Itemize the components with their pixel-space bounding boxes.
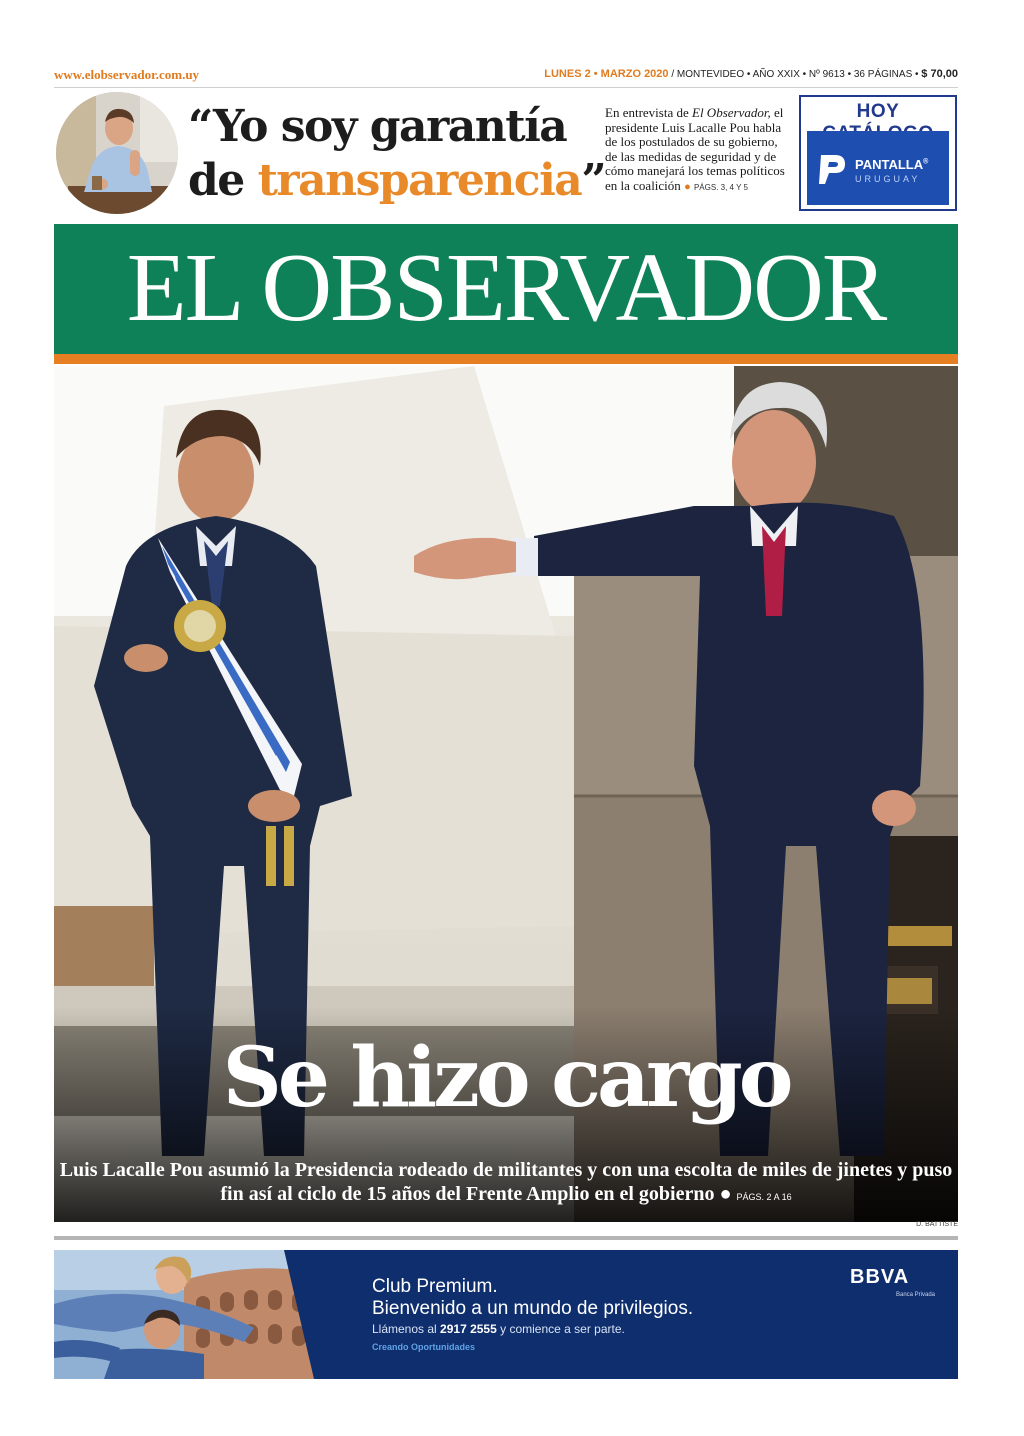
ad-call-suffix: y comience a ser parte.: [496, 1322, 625, 1336]
interview-portrait: [56, 92, 178, 214]
quote-accent-word: transparencia: [257, 155, 582, 206]
teaser-paper-name: El Observador,: [692, 105, 771, 120]
lede-bullet-icon: ●: [719, 1183, 732, 1205]
catalog-brand: [855, 157, 928, 172]
dateline: [544, 68, 958, 80]
masthead: [54, 224, 958, 354]
bullet-icon: ●: [684, 180, 691, 193]
interview-quote[interactable]: [188, 100, 608, 208]
issue-date: LUNES 2 • MARZO 2020: [544, 68, 669, 80]
newspaper-name[interactable]: EL OBSERVADOR: [126, 234, 886, 342]
ad-tagline: Creando Oportunidades: [372, 1342, 476, 1352]
catalog-brand-name: PANTALLA: [855, 157, 924, 172]
quote-de: de: [188, 155, 258, 206]
lead-photo[interactable]: [54, 366, 958, 1222]
lede-pages: PÁGS. 2 A 16: [736, 1192, 792, 1202]
teaser-intro: En entrevista de: [605, 105, 692, 120]
catalog-title: HOY: [856, 101, 900, 122]
pantalla-logo-box: [807, 131, 949, 205]
ad-photo: [54, 1250, 374, 1379]
ad-subtitle: Bienvenido a un mundo de privilegios.: [372, 1298, 694, 1319]
catalog-brand-sub: URUGUAY: [855, 174, 921, 184]
interview-teaser[interactable]: [605, 106, 790, 195]
top-bar: [54, 66, 958, 88]
ad-divider: [54, 1236, 958, 1240]
ad-title: Club Premium.: [372, 1276, 498, 1297]
masthead-rule: [54, 354, 958, 364]
catalog-promo[interactable]: [799, 95, 957, 211]
quote-line-1: “Yo soy garantía: [188, 101, 567, 152]
catalog-brand-mark: ®: [923, 158, 929, 166]
pantalla-p-icon: [817, 151, 847, 187]
lede-text: Luis Lacalle Pou asumió la Presidencia rodeado de militantes y con una escolta de miles de jinetes y puso fin así al ciclo de 15 años del Frente Amplio en el gobierno: [59, 1159, 953, 1205]
bbva-logo: BBVA: [850, 1266, 910, 1288]
ad-call-to-action: [372, 1322, 625, 1336]
lead-headline[interactable]: Se hizo cargo: [222, 1030, 790, 1126]
lead-lede: [54, 1158, 958, 1209]
bbva-advert[interactable]: [54, 1250, 958, 1379]
issue-price: $ 70,00: [921, 68, 958, 80]
quote-line-2: [188, 154, 608, 208]
quote-close-mark: ”: [581, 155, 606, 206]
site-url[interactable]: www.elobservador.com.uy: [54, 67, 200, 82]
dateline-separator: /: [668, 69, 677, 80]
edition-info: MONTEVIDEO • AÑO XXIX • Nº 9613 • 36 PÁGINAS •: [676, 69, 922, 80]
ad-call-prefix: Llámenos al: [372, 1322, 441, 1336]
bbva-logo-sub: Banca Privada: [896, 1292, 936, 1298]
photo-credit: D. BATTISTE: [916, 1221, 958, 1228]
teaser-body: el presidente Luis Lacalle Pou habla de los postulados de su gobierno, de las medidas de seguridad y de cómo manejará los temas políticos en la coalición: [605, 105, 785, 193]
teaser-pages: PÁGS. 3, 4 Y 5: [693, 182, 748, 192]
ad-phone[interactable]: 2917 2555: [440, 1322, 497, 1336]
